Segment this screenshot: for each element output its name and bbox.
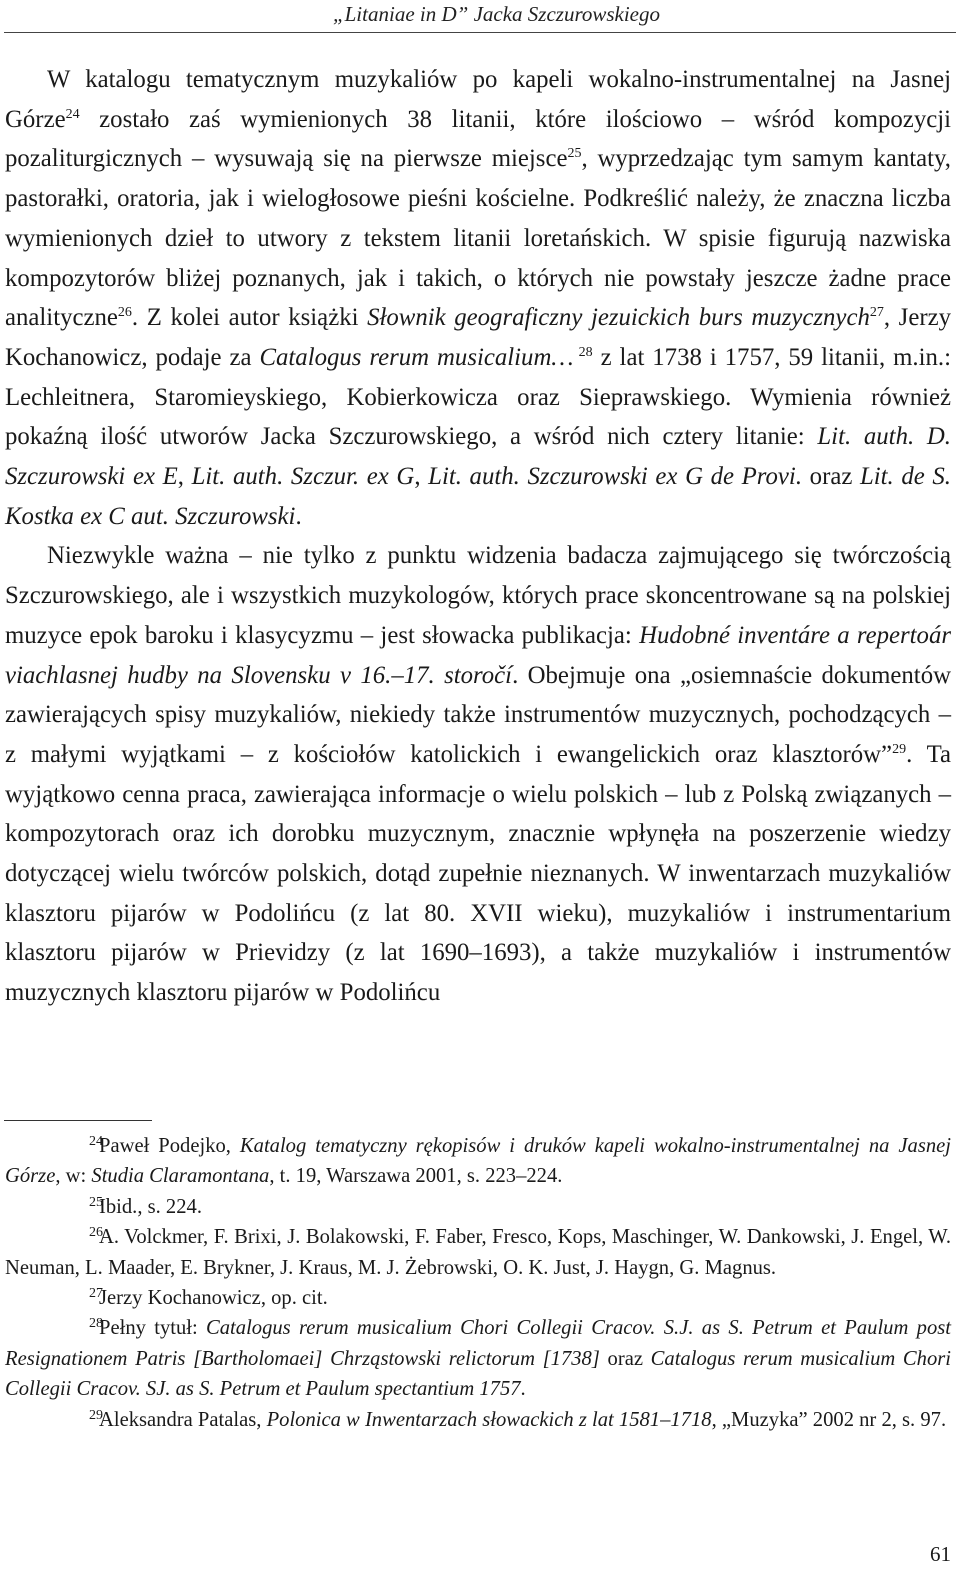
footnote-reference: 26	[117, 305, 132, 321]
text-run: Aleksandra Patalas,	[99, 1408, 267, 1431]
text-run: Jerzy Kochanowicz, op. cit.	[99, 1287, 328, 1310]
text-run: ,	[177, 463, 192, 491]
body-paragraph	[5, 60, 951, 536]
footnote-separator	[4, 1120, 152, 1121]
footnotes	[5, 1131, 951, 1435]
text-run: oraz	[599, 1347, 651, 1370]
text-run: W katalogu tematycznym muzykaliów po kapeli wokalno-instrumentalnej na Jasnej Górze	[5, 66, 951, 133]
text-run: , t. 19, Warszawa 2001, s. 223–224.	[269, 1165, 563, 1188]
main-text	[5, 60, 951, 1013]
text-run: Niezwykle ważna – nie tylko z punktu widzenia badacza zajmującego się twórczością Szczurowskiego, ale i wszystkich muzykologów, których prace skoncentrowane są na polskiej muzyce epok baroku i klasycyzmu – jest słowacka publikacja:	[5, 542, 951, 649]
italic-text: Lit. auth. Szczurowski ex G de Provi.	[428, 463, 803, 491]
footnote: 27Jerzy Kochanowicz, op. cit.	[89, 1286, 328, 1310]
text-run: . Obejmuje ona „osiemnaście dokumentów zawierających spisy muzykaliów, niekiedy także instrumentów muzycznych, pochodzących – z małymi wyjątkami – z kościołów katolickich i ewangelickich oraz klasztorów”	[5, 661, 952, 768]
text-run: Paweł Podejko,	[99, 1135, 240, 1157]
footnote-reference: 24	[65, 106, 80, 122]
footnote: 29Aleksandra Patalas, Polonica w Inwentarzach słowackich z lat 1581–1718, „Muzyka” 2002 nr 2, s. 97.	[89, 1407, 947, 1431]
italic-text: Lit. auth. Szczur. ex G	[191, 463, 415, 491]
italic-text: Polonica w Inwentarzach słowackich z lat 1581–1718	[266, 1408, 712, 1431]
footnote-text	[5, 1135, 951, 1187]
text-run: oraz	[802, 463, 860, 491]
text-run: , w:	[55, 1165, 92, 1188]
italic-text: Słownik geograficzny jezuickich burs muzycznych	[367, 304, 870, 332]
text-run: . Z kolei autor książki	[131, 304, 368, 332]
header-rule	[4, 32, 956, 33]
italic-text: Katalog tematyczny rękopisów i druków kapeli wokalno-instrumentalnej na Jasnej Górze	[5, 1135, 952, 1188]
footnote: 28Pełny tytuł: Catalogus rerum musicalium Chori Collegii Cracov. S.J. as S. Petrum et Paulum post Resignationem Patris [Bartholomaei] Chrząstowski relictorum [1738] oraz Catalogus rerum musicalium Chori Collegii Cracov. SJ. as S. Petrum et Paulum spectantium 1757.	[5, 1316, 952, 1401]
italic-text: Studia Claramontana	[91, 1165, 270, 1188]
text-run: Pełny tytuł:	[99, 1317, 207, 1340]
text-run: A. Volckmer, F. Brixi, J. Bolakowski, F. Faber, Fresco, Kops, Maschinger, W. Dankowski, J. Engel, W. Neuman, L. Maader, E. Brykner, J. Kraus, M. J. Żebrowski, O. K. Just, J. Haygn, G. Magnus.	[5, 1226, 951, 1279]
footnote-reference: 29	[892, 741, 907, 757]
text-run: , Jerzy Kochanowicz, podaje za	[5, 304, 951, 371]
text-run: z lat 1738 i 1757, 59 litanii, m.in.: Lechleitnera, Staromieyskiego, Kobierkowicza oraz Sieprawskiego. Wymienia również pokaźną ilość utworów Jacka Szczurowskiego, a wśród nich cztery litanie:	[5, 343, 952, 451]
text-run: .	[520, 1378, 526, 1401]
footnote-reference: 25	[567, 146, 582, 162]
text-run: ,	[414, 463, 429, 491]
text-run: zostało zaś wymienionych 38 litanii, które ilościowo – wśród kompozycji pozaliturgicznych – wysuwają się na pierwsze miejsce	[5, 105, 951, 173]
footnote-text	[5, 1226, 951, 1278]
footnote-text	[5, 1317, 951, 1400]
italic-text: Hudobné inventáre a repertoár viachlasnej hudby na Slovensku v 16.–17. storočí	[5, 621, 952, 689]
footnote: 24Paweł Podejko, Katalog tematyczny rękopisów i druków kapeli wokalno-instrumentalnej na Jasnej Górze, w: Studia Claramontana, t. 19, Warszawa 2001, s. 223–224.	[5, 1134, 952, 1188]
footnote-reference: 28	[573, 344, 593, 360]
italic-text: Lit. de S. Kostka ex C aut. Szczurowski	[5, 463, 952, 530]
italic-text: Catalogus rerum musicalium…	[259, 343, 574, 371]
footnote-text	[99, 1287, 328, 1309]
body-paragraph	[5, 536, 951, 1012]
italic-text: Lit. auth. D. Szczurowski ex E	[5, 423, 952, 491]
footnote: 26A. Volckmer, F. Brixi, J. Bolakowski, F. Faber, Fresco, Kops, Maschinger, W. Dankowski, J. Engel, W. Neuman, L. Maader, E. Brykner, J. Kraus, M. J. Żebrowski, O. K. Just, J. Haygn, G. Magnus.	[5, 1225, 951, 1279]
text-run: , wyprzedzając tym samym kantaty, pastorałki, oratoria, jak i wielogłosowe pieśni kościelne. Podkreślić należy, że znaczna liczba wymienionych dzieł to utwory z tekstem litanii loretańskich. W spisie figurują nazwiska kompozytorów bliżej poznanych, jak i takich, o których nie powstały jeszcze żadne prace analityczne	[5, 145, 951, 332]
text-run: . Ta wyjątkowo cenna praca, zawierająca informacje o wielu polskich – lub z Polską związanych – kompozytorach oraz ich dorobku muzycznym, znacznie wpłynęła na poszerzenie wiedzy dotyczącej wielu twórców polskich, dotąd zupełnie nieznanych. W inwentarzach muzykaliów klasztoru pijarów w Podolińcu (z lat 80. XVII wieku), muzykaliów i instrumentarium klasztoru pijarów w Prievidzy (z lat 1690–1693), a także muzykaliów i instrumentów muzycznych klasztoru pijarów w Podolińcu	[5, 740, 951, 1007]
footnote-text	[99, 1196, 202, 1218]
running-header	[0, 0, 960, 33]
footnote-text	[99, 1409, 946, 1431]
text-run: Ibid., s. 224.	[99, 1195, 202, 1218]
page-number: 61	[930, 1542, 951, 1566]
italic-text: Catalogus rerum musicalium Chori Collegii Cracov. SJ. as S. Petrum et Paulum spectantium 1757	[5, 1347, 952, 1401]
footnote: 25Ibid., s. 224.	[89, 1194, 202, 1218]
text-run: , „Muzyka” 2002 nr 2, s. 97.	[711, 1408, 947, 1431]
footnote-reference: 27	[869, 305, 884, 321]
italic-text: Catalogus rerum musicalium Chori Collegii Cracov. S.J. as S. Petrum et Paulum post Resignationem Patris [Bartholomaei] Chrząstowski relictorum [1738]	[5, 1317, 951, 1370]
running-title: „Litaniae in D” Jacka Szczurowskiego	[332, 2, 660, 26]
text-run: .	[295, 502, 302, 530]
